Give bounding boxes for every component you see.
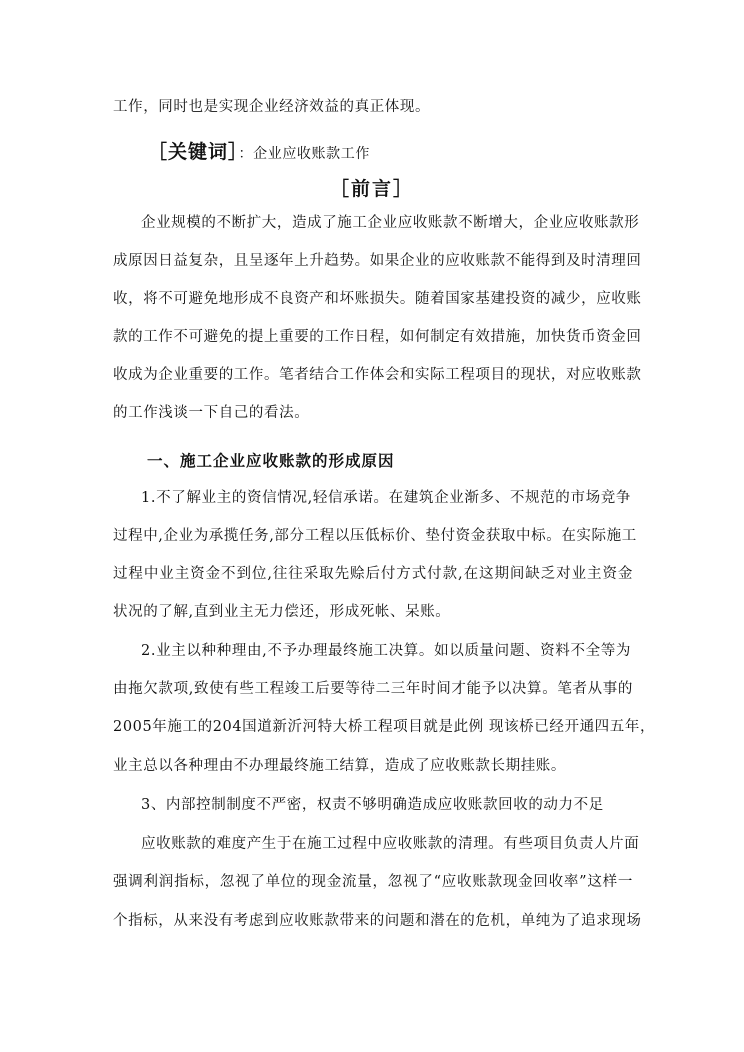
point2-line: 2.业主以种种理由,不予办理最终施工决算。如以质量问题、资料不全等为: [141, 643, 631, 659]
point1-line: 1.不了解业主的资信情况,轻信承诺。在建筑企业渐多、不规范的市场竞争: [141, 490, 631, 506]
preface-line: 款的工作不可避免的提上重要的工作日程，如何制定有效措施，加快货币资金回: [113, 329, 642, 345]
section-heading-1: 一、施工企业应收账款的形成原因: [147, 451, 395, 470]
point1-line: 过程中,企业为承揽任务,部分工程以压低标价、垫付资金获取中标。在实际施工: [113, 528, 637, 544]
point2-line: 由拖欠款项,致使有些工程竣工后要等待二三年时间才能予以决算。笔者从事的: [113, 681, 633, 697]
point1-line: 过程中业主资金不到位,往往采取先赊后付方式付款,在这期间缺乏对业主资金: [113, 566, 633, 582]
preface-line: 的工作浅谈一下自己的看法。: [113, 405, 310, 421]
keywords-label: ［关键词］: [148, 141, 239, 163]
point3-line: 应收账款的难度产生于在施工过程中应收账款的清理。有些项目负责人片面: [141, 836, 640, 852]
keywords-line: [148, 137, 370, 164]
point2-line: 业主总以各种理由不办理最终施工结算，造成了应收账款长期挂账。: [113, 758, 566, 774]
point2-line: 2005年施工的204国道新沂河特大桥工程项目就是此例 现该桥已经开通四五年，: [113, 719, 656, 735]
keywords-text: ：企业应收账款工作: [238, 146, 370, 162]
point3-heading: 3、内部控制制度不严密，权责不够明确造成应收账款回收的动力不足: [141, 797, 604, 813]
point1-line: 状况的了解,直到业主无力偿还，形成死帐、呆账。: [113, 604, 451, 620]
point3-line: 个指标，从来没有考虑到应收账款带来的问题和潜在的危机，单纯为了追求现场: [113, 913, 642, 929]
preface-line: 企业规模的不断扩大，造成了施工企业应收账款不断增大，企业应收账款形: [141, 215, 640, 231]
intro-tail-line: 工作，同时也是实现企业经济效益的真正体现。: [113, 99, 431, 115]
point3-line: 强调利润指标，忽视了单位的现金流量，忽视了“应收账款现金回收率”这样一: [113, 874, 633, 890]
preface-line: 收成为企业重要的工作。笔者结合工作体会和实际工程项目的现状，对应收账款: [113, 367, 642, 383]
preface-line: 成原因日益复杂，且呈逐年上升趋势。如果企业的应收账款不能得到及时清理回: [113, 253, 642, 269]
section-title-preface: ［前言］: [329, 178, 414, 200]
preface-line: 收，将不可避免地形成不良资产和坏账损失。随着国家基建投资的减少，应收账: [113, 291, 642, 307]
